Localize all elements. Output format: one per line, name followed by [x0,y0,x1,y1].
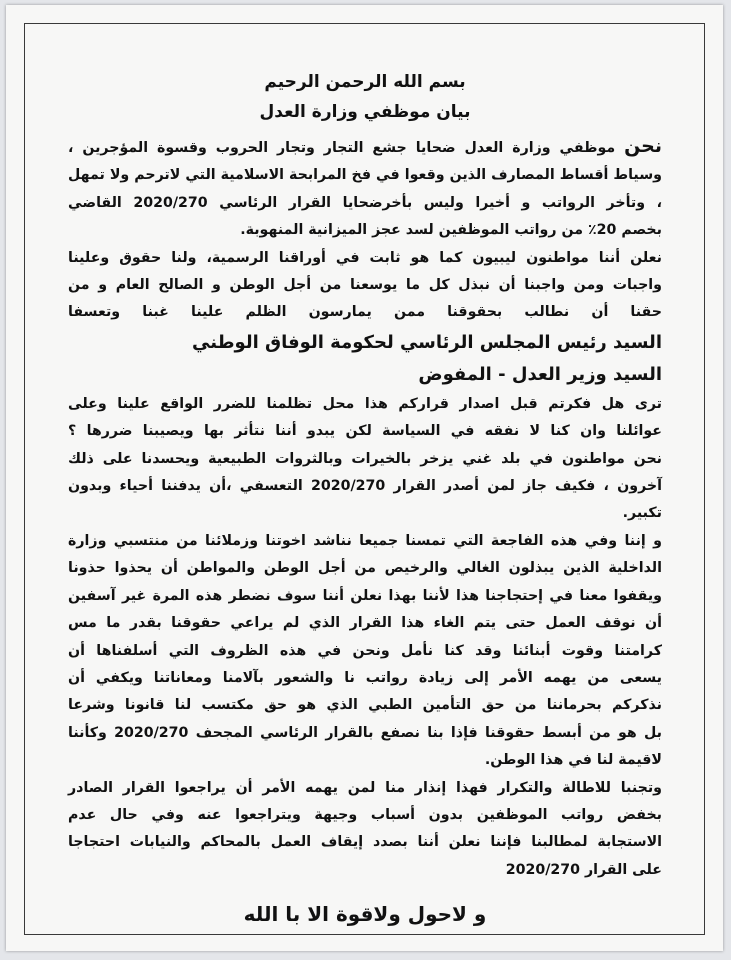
closing-phrase: و لاحول ولاقوة الا با الله [243,902,487,927]
document-sheet [6,5,723,951]
statement-title: بيان موظفي وزارة العدل [259,102,471,122]
basmala-heading: بسم الله الرحمن الرحيم [264,72,466,92]
text-line: نحن موظفي وزارة العدل ضحايا جشع التجار وتجار الحروب وقسوة المؤجرين ، [68,135,662,157]
text-line: لاقيمة لنا في هذا الوطن. [484,752,662,769]
text-line: عوائلنا وان كنا لا نفقه في السياسة لكن يبدو أننا نتأثر بها ويصيبنا ضررها ؟ [68,423,662,440]
paragraph-intro [68,133,662,245]
text-line: و إننا وفي هذه الفاجعة التي تمسنا جميعا نناشد اخوتنا وزملائنا من منتسبي وزارة [68,532,662,549]
text-line: ويقفوا معنا في إحتجاجنا هذا لأننا بهذا نعلن أننا سوف نضطر هذه المرة غير آسفين [68,587,662,604]
text-line: ، وتأخر الرواتب و أخيرا وليس بأخرضحايا القرار الرئاسي 2020/270 القاضي [68,194,662,211]
addressee-presidential-council: السيد رئيس المجلس الرئاسي لحكومة الوفاق الوطني [192,331,662,353]
text-line: آخرون ، فكيف جاز لمن أصدر القرار 2020/270 التعسفي ،أن يدفننا أحياء وبدون [68,478,662,495]
text-line: يسعى من يهمه الأمر إلى زيادة رواتب نا والشعور بآلامنا ومعاناتنا ويكفي أن [68,669,662,686]
lead-word: نحن [624,135,662,157]
addressee-justice-minister: السيد وزير العدل - المفوض [418,363,662,385]
text-line: تكبير. [622,505,662,522]
text-line: ترى هل فكرتم قبل اصدار قراركم هذا محل تظلمنا للضرر الواقع علينا وعلى [68,395,662,412]
text-line: نعلن أننا مواطنون ليبيون كما هو ثابت في أوراقنا الرسمية، ولنا حقوق وعلينا [68,249,662,266]
text-line: حقنا أن نطالب بحقوقنا ممن يمارسون الظلم علينا غبنا وتعسفا [68,304,662,321]
document-body [68,63,662,930]
paragraph-appeal [68,528,662,775]
text-line: وتجنبا للاطالة والتكرار فهذا إنذار منا لمن يهمه الأمر أن يراجعوا القرار الصادر [68,779,662,796]
text-line: على القرار 2020/270 [505,861,662,878]
text-line: واجبات ومن واجبنا أن نبذل كل ما يوسعنا من أجل الوطن و الصالح العام و من [68,277,662,294]
text-line: كرامتنا وقوت أبنائنا وقد كنا نأمل ونحن في هذه الظروف التي أسلفناها أن [68,642,662,659]
text-line: الداخلية الذين يبذلون الغالي والرخيص من أجل الوطن والمواطن أن يحذوا حذونا [68,560,662,577]
paragraph-citizenship [68,245,662,327]
text-line: بخصم 20٪ من رواتب الموظفين لسد عجز الميزانية المنهوبة. [240,222,662,239]
text-line: وسياط أقساط المصارف الذين وقعوا في فخ المرابحة الاسلامية التي لاترحم ولا تمهل [68,167,662,184]
text-line: نحن مواطنون في بلد غني يزخر بالخيرات وبالثروات الطبيعية ويحسدنا على ذلك [68,450,662,467]
paragraph-warning [68,775,662,885]
text-line: نذكركم بحرماننا من حق التأمين الطبي الذي هو حق مكتسب لنا قانونا وشرعا [68,697,662,714]
text-line: بخفض رواتب الموظفين بدون أسباب وجيهة ويتراجعوا عنه وفي حال عدم [68,806,662,823]
text-line: الاستجابة لمطالبنا فإننا نعلن أننا بصدد إيقاف العمل بالمحاكم والنيابات احتجاجا [68,834,662,851]
paragraph-question [68,391,662,528]
text-line: بل هو من أبسط حقوقنا فإذا بنا نصفع بالقرار الرئاسي المجحف 2020/270 وكأننا [68,724,662,741]
text-line: أن نوقف العمل حتى يتم الغاء هذا القرار الذي لم يراعي حقوقنا بقدر ما مس [68,615,662,632]
